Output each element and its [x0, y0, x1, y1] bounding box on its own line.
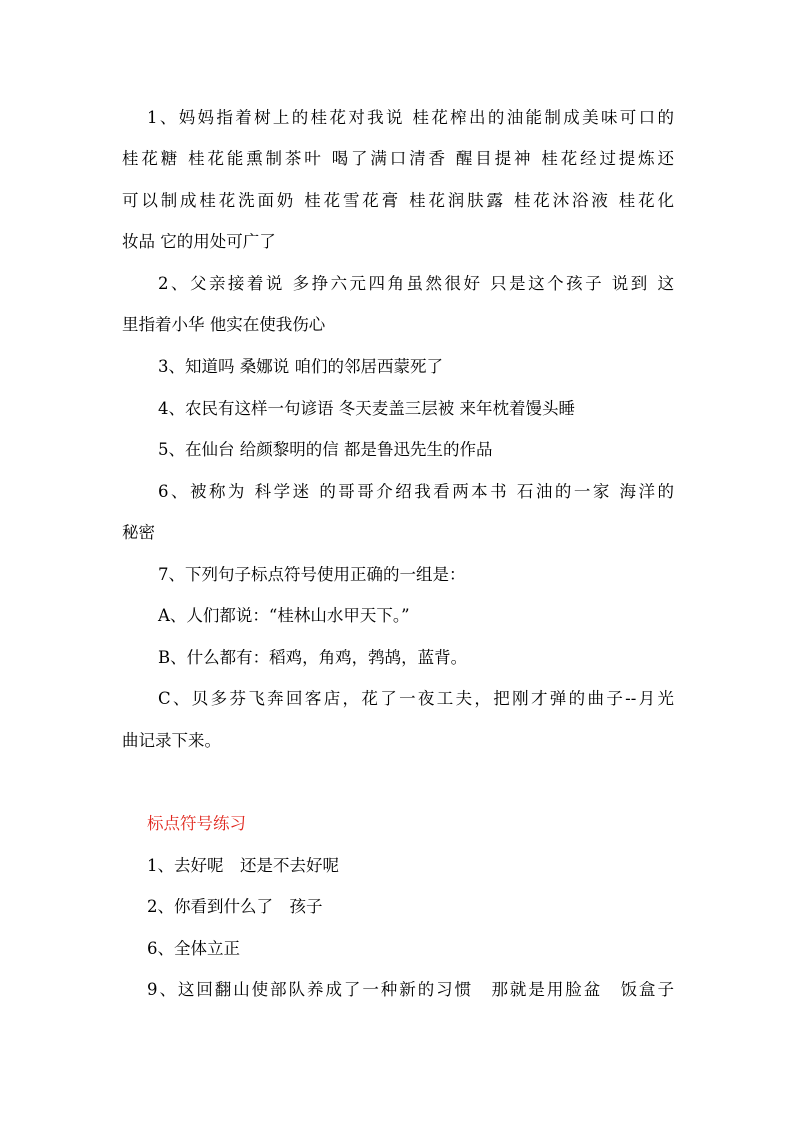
q1-line-2: 桂花糖 桂花能熏制茶叶 喝了满口清香 醒目提神 桂花经过提炼还: [122, 149, 674, 168]
q7-line: 7、下列句子标点符号使用正确的一组是：: [158, 565, 466, 584]
q5-line: 5、在仙台 给颜黎明的信 都是鲁迅先生的作品: [158, 440, 493, 459]
q2-line-1: 2、父亲接着说 多挣六元四角虽然很好 只是这个孩子 说到 这: [158, 274, 674, 293]
q2-line-2: 里指着小华 他实在使我伤心: [122, 315, 326, 334]
q4-line: 4、农民有这样一句谚语 冬天麦盖三层被 来年枕着馒头睡: [158, 399, 575, 418]
section-heading: 标点符号练习: [147, 814, 246, 833]
option-c-line-2: 曲记录下来。: [122, 731, 221, 750]
exercise-2: 2、你看到什么了 孩子: [147, 897, 323, 916]
q1-line-4: 妆品 它的用处可广了: [122, 232, 276, 251]
exercise-1: 1、去好呢 还是不去好呢: [147, 856, 339, 875]
q1-line-3: 可以制成桂花洗面奶 桂花雪花膏 桂花润肤露 桂花沐浴液 桂花化: [122, 191, 674, 210]
option-b: B、什么都有：稻鸡，角鸡，鹁鸪，蓝背。: [158, 648, 468, 667]
option-a: A、人们都说：“桂林山水甲天下。”: [158, 606, 410, 625]
q6-line-2: 秘密: [122, 523, 155, 542]
exercise-9: 9、这回翻山使部队养成了一种新的习惯 那就是用脸盆 饭盒子: [147, 980, 674, 999]
q6-line-1: 6、被称为 科学迷 的哥哥介绍我看两本书 石油的一家 海洋的: [158, 482, 674, 501]
q1-line-1: 1、妈妈指着树上的桂花对我说 桂花榨出的油能制成美味可口的: [147, 108, 674, 127]
q3-line: 3、知道吗 桑娜说 咱们的邻居西蒙死了: [158, 357, 443, 376]
exercise-6: 6、全体立正: [147, 939, 240, 958]
option-c-line-1: C、贝多芬飞奔回客店，花了一夜工夫，把刚才弹的曲子--月光: [158, 689, 674, 708]
